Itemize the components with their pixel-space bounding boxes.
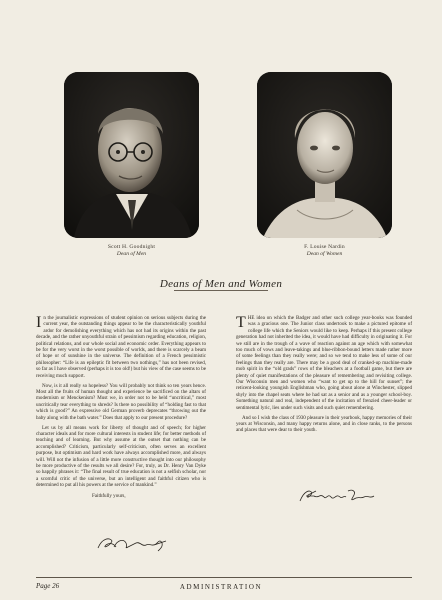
letter-paragraph: And so I wish the class of 1930 pleasure in their yearbook, happy memories of their years at Wisconsin, and many happy returns alone, and in close ranks, to the persons and places that were dear to their youth.	[236, 414, 412, 434]
section-heading: Deans of Men and Women	[159, 278, 283, 290]
portrait-man-image	[64, 72, 199, 238]
letter-dean-of-women	[236, 315, 412, 437]
section-title: ADMINISTRATION	[179, 583, 263, 591]
caption-dean-of-women	[257, 244, 392, 258]
dean-of-women-title: Dean of Women	[306, 251, 343, 257]
letter-paragraph: Now, is it all really so hopeless? You will probably not think so ten years hence. Most all the fruits of human thought and experience be sacrificed on the altars of modernism or Menckenism? Must we, in order not to be held “uncritical,” most uncritically tear everything to shreds? Is there no possibility of “holding fast to that which is good?” An expressive old German proverb deprecates “throwing out the baby along with the bath water.” Does that apply to our present procedure?	[36, 382, 206, 421]
letter-paragraph: Let us by all means work for liberty of thought and of speech; for higher character ideals and for more cultural interests in student life; for better methods of teaching and of learning. But why assume at the outset that nothing can be accomplished? Criticism, particularly self-criticism, often serves an excellent purpose, but optimism and hard work have always accomplished more, and always will. Will not the infusion of a little more constructive thought into our philosophy be more productive of the results we all desire? For, truly, as Dr. Henry Van Dyke so happily phrases it: “The final result of true education is not a selfish scholar, nor a scornful critic of the universe, but an intelligent and faithful citizen who is determined to put all his powers at the service of mankind.”	[36, 424, 206, 489]
letter-paragraph: THE idea on which the Badger and other such college year-books was founded was a gracious one. The Junior class undertook to make a pictured epitome of college life which the Seniors would like to keep. Perhaps if this present college generation had not inherited the idea, it would have had difficulty in originating it. For we still are in the trough of a wave of reaction against an age which with somewhat too much of vows and leave-takings and blue-ribbon-bound letters made rather more of some feelings than they really were; and so we tend to make less of some of our feelings than they really are. There may be a good deal of cranked-up machine-made mob spirit in the “old grads” rows of the bleachers at a football game, but there are plenty of quiet manifestations of the pleasure of remembering and revisiting college. Our Wisconsin men and women who “want to get up to the hill for sunset”; the reticent-looking youngish Englishman who, going about alone at Winchester, slipped shyly into the chapel seats where he had sat as a senior and as a younger school-boy. Something natural and real, independent of the incitation of frenzied cheer-leader or sentimental lyric, lies under such visits and such quiet remembering.	[236, 314, 412, 411]
heading-underline	[174, 290, 268, 291]
dean-of-women-name: F. Louise Nardin	[304, 244, 345, 250]
letter-paragraph: In the journalistic expressions of student opinion on serious subjects during the current year, the outstanding things appear to be the characteristically youthful ardor for demolishing everything which has not had its origins within the past decade, and the rather unyouthful strain of pessimism regarding education, religion, political relations, and our whole social and economic order. Everything appears to be for the very worst in the worst possible of worlds, and there is scarcely a beam of hope or of sunshine in the universe. The definition of a French pessimistic philosopher: “Life is an epileptic fit between two nothings,” has not been revised, so far as I have observed (perhaps it is too old!) but his view of the case seems to be receiving much support.	[36, 314, 206, 379]
portrait-woman-image	[257, 72, 392, 238]
portrait-dean-of-men	[64, 72, 199, 238]
dean-of-men-name: Scott H. Goodnight	[107, 244, 156, 250]
page-number: Page 26	[36, 582, 60, 590]
drop-cap: T	[236, 314, 246, 331]
letter-dean-of-men	[36, 315, 206, 499]
caption-dean-of-men	[64, 244, 199, 258]
drop-cap: I	[36, 314, 42, 331]
signature-dean-of-men	[96, 535, 176, 553]
signature-dean-of-women	[298, 487, 378, 505]
portrait-dean-of-women	[257, 72, 392, 238]
footer-rule	[36, 577, 412, 578]
dean-of-men-title: Dean of Men	[116, 251, 147, 257]
letter-closing: Faithfully yours,	[92, 492, 126, 499]
